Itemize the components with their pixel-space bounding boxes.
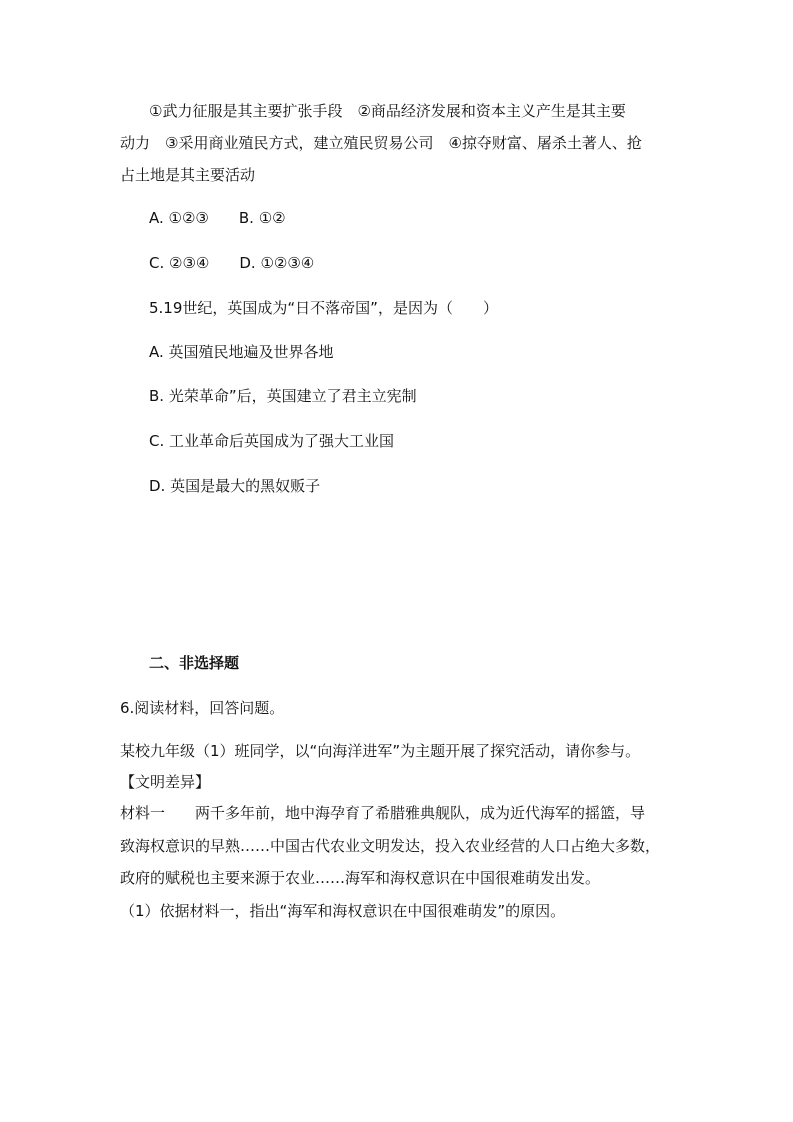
q4-choices-ab: A. ①②③ B. ①②: [149, 209, 286, 227]
q6-intro: 某校九年级（1）班同学，以“向海洋进军”为主题开展了探究活动，请你参与。: [120, 742, 641, 760]
q6-stem: 6.阅读材料，回答问题。: [120, 699, 285, 717]
q5-choice-b: B. 光荣革命”后，英国建立了君主立宪制: [149, 387, 417, 405]
q6-subheading: 【文明差异】: [120, 773, 211, 791]
q4-options-line-3: 占土地是其主要活动: [120, 166, 256, 184]
q4-options-line-1: ①武力征服是其主要扩张手段 ②商品经济发展和资本主义产生是其主要: [149, 102, 626, 120]
q5-choice-a: A. 英国殖民地遍及世界各地: [149, 343, 334, 361]
q6-material-line-3: 政府的赋税也主要来源于农业……海军和海权意识在中国很难萌发出发。: [120, 869, 601, 887]
q6-sub-question-1: （1）依据材料一，指出“海军和海权意识在中国很难萌发”的原因。: [120, 902, 566, 920]
q4-choices-cd: C. ②③④ D. ①②③④: [149, 254, 315, 272]
section-2-heading: 二、非选择题: [149, 654, 240, 672]
q5-choice-d: D. 英国是最大的黑奴贩子: [149, 477, 321, 495]
q5-choice-c: C. 工业革命后英国成为了强大工业国: [149, 432, 395, 450]
q4-options-line-2: 动力 ③采用商业殖民方式，建立殖民贸易公司 ④掠夺财富、屠杀土著人、抢: [120, 134, 642, 152]
q6-material-line-2: 致海权意识的早熟……中国古代农业文明发达，投入农业经营的人口占绝大多数，: [120, 837, 661, 855]
q6-material-line-1: 材料一 两千多年前，地中海孕育了希腊雅典舰队，成为近代海军的摇篮，导: [120, 804, 646, 822]
q5-stem: 5.19世纪，英国成为“日不落帝国”，是因为（ ）: [149, 299, 498, 317]
